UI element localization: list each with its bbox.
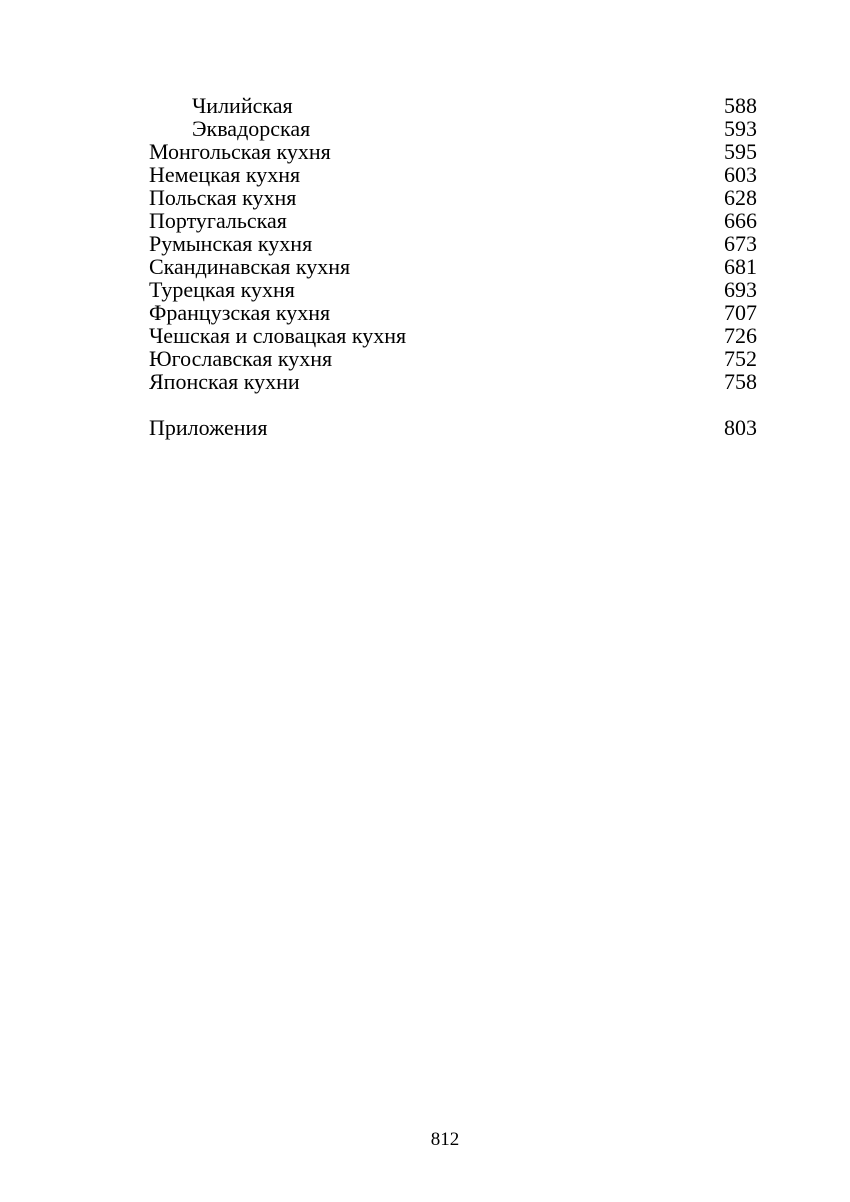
toc-entry-page-number: 595	[724, 139, 757, 164]
toc-entry-page-number: 693	[724, 277, 757, 302]
toc-entry-page-number: 666	[724, 208, 757, 233]
toc-entry	[149, 163, 757, 186]
toc-entry-label: Эквадорская	[192, 116, 311, 141]
toc-entry	[149, 117, 757, 140]
toc-entry	[149, 416, 757, 439]
toc-entry	[149, 255, 757, 278]
toc-entry-page-number: 593	[724, 116, 757, 141]
toc-entry	[149, 324, 757, 347]
toc-entry-label: Чилийская	[192, 93, 293, 118]
page-number-footer	[431, 1129, 460, 1150]
toc-entry-page-number: 803	[724, 415, 757, 440]
toc-entry-page-number: 758	[724, 369, 757, 394]
toc-entry-page-number: 673	[724, 231, 757, 256]
toc-entry-label: Румынская кухня	[149, 231, 313, 256]
toc-entry-label: Турецкая кухня	[149, 277, 295, 302]
toc-entry	[149, 347, 757, 370]
toc-entry	[149, 186, 757, 209]
toc-entry	[149, 140, 757, 163]
toc-entry-label: Немецкая кухня	[149, 162, 301, 187]
toc-entry	[149, 370, 757, 393]
toc-entry-page-number: 628	[724, 185, 757, 210]
toc-entry-page-number: 726	[724, 323, 757, 348]
toc-entry	[149, 232, 757, 255]
toc-entry	[149, 278, 757, 301]
toc-entry-label: Приложения	[149, 415, 268, 440]
footer-page-number: 812	[430, 1129, 460, 1150]
toc-entry	[149, 94, 757, 117]
toc-entry-page-number: 681	[724, 254, 757, 279]
table-of-contents	[149, 94, 757, 439]
toc-entry	[149, 301, 757, 324]
toc-entry-page-number: 707	[724, 300, 757, 325]
toc-entry-label: Португальская	[149, 208, 287, 233]
toc-entry-label: Монгольская кухня	[149, 139, 331, 164]
toc-entry-page-number: 752	[724, 346, 757, 371]
toc-entry-label: Польская кухня	[149, 185, 297, 210]
toc-entry-label: Югославская кухня	[149, 346, 333, 371]
toc-entry-label: Французская кухня	[149, 300, 331, 325]
toc-entry-label: Скандинавская кухня	[149, 254, 351, 279]
toc-entry-page-number: 588	[724, 93, 757, 118]
toc-entry-label: Японская кухни	[149, 369, 300, 394]
toc-entry	[149, 209, 757, 232]
toc-entry-page-number: 603	[724, 162, 757, 187]
toc-entry-label: Чешская и словацкая кухня	[149, 323, 407, 348]
